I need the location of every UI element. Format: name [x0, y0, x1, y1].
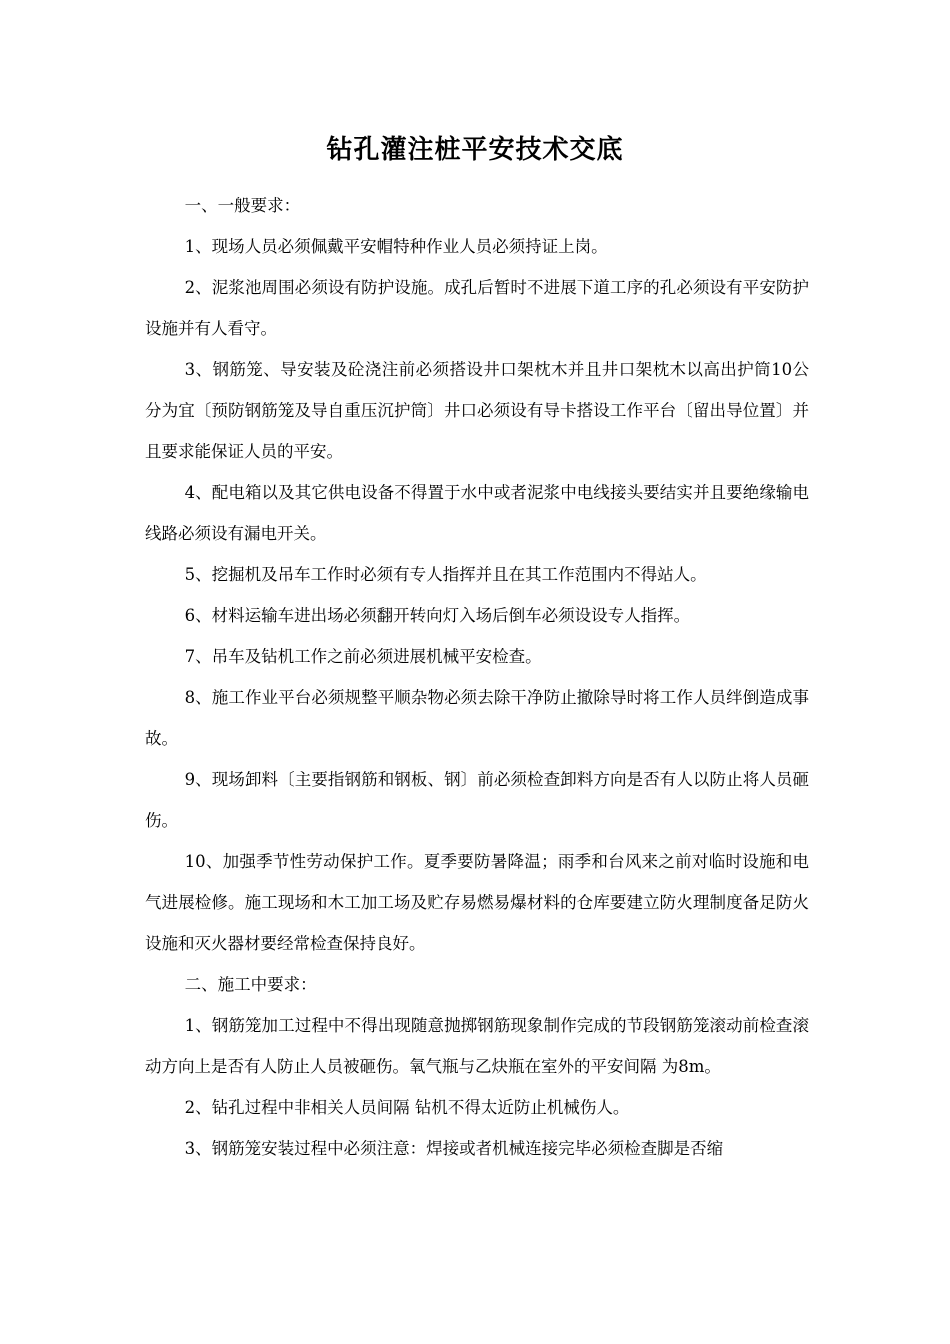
paragraph: 4、配电箱以及其它供电设备不得置于水中或者泥浆中电线接头要结实并且要绝缘输电线路必须设有漏电开关。	[145, 483, 809, 543]
paragraph: 5、挖掘机及吊车工作时必须有专人指挥并且在其工作范围内不得站人。	[184, 565, 707, 584]
paragraph: 7、吊车及钻机工作之前必须进展机械平安检查。	[184, 647, 542, 666]
paragraph: 6、材料运输车进出场必须翻开转向灯入场后倒车必须设设专人指挥。	[184, 606, 691, 625]
paragraph: 1、现场人员必须佩戴平安帽特种作业人员必须持证上岗。	[184, 237, 608, 256]
paragraph: 3、钢筋笼、导安装及砼浇注前必须搭设井口架枕木并且井口架枕木以高出护筒10公分为宜〔预防钢筋笼及导自重压沉护筒〕井口必须设有导卡搭设工作平台〔留出导位置〕并且要求能保证人员的平安。	[145, 360, 809, 461]
paragraph: 9、现场卸料〔主要指钢筋和钢板、钢〕前必须检查卸料方向是否有人以防止将人员砸伤。	[145, 770, 809, 830]
paragraph: 1、钢筋笼加工过程中不得出现随意抛掷钢筋现象制作完成的节段钢筋笼滚动前检查滚动方向上是否有人防止人员被砸伤。氧气瓶与乙炔瓶在室外的平安间隔 为8m。	[145, 1016, 809, 1076]
document-title: 钻孔灌注桩平安技术交底	[326, 135, 624, 165]
document-body	[145, 185, 809, 1169]
paragraph: 3、钢筋笼安装过程中必须注意：焊接或者机械连接完毕必须检查脚是否缩	[184, 1139, 724, 1158]
paragraph: 2、钻孔过程中非相关人员间隔 钻机不得太近防止机械伤人。	[184, 1098, 630, 1117]
section-heading-general: 一、一般要求：	[184, 196, 301, 215]
paragraph: 10、加强季节性劳动保护工作。夏季要防暑降温；雨季和台风来之前对临时设施和电气进展检修。施工现场和木工加工场及贮存易燃易爆材料的仓库要建立防火理制度备足防火设施和灭火器材要经常检查保持良好。	[145, 852, 809, 953]
paragraph: 2、泥浆池周围必须设有防护设施。成孔后暂时不进展下道工序的孔必须设有平安防护设施并有人看守。	[145, 278, 809, 338]
section-heading-construction: 二、施工中要求：	[184, 975, 317, 994]
paragraph: 8、施工作业平台必须规整平顺杂物必须去除干净防止撤除导时将工作人员绊倒造成事故。	[145, 688, 809, 748]
